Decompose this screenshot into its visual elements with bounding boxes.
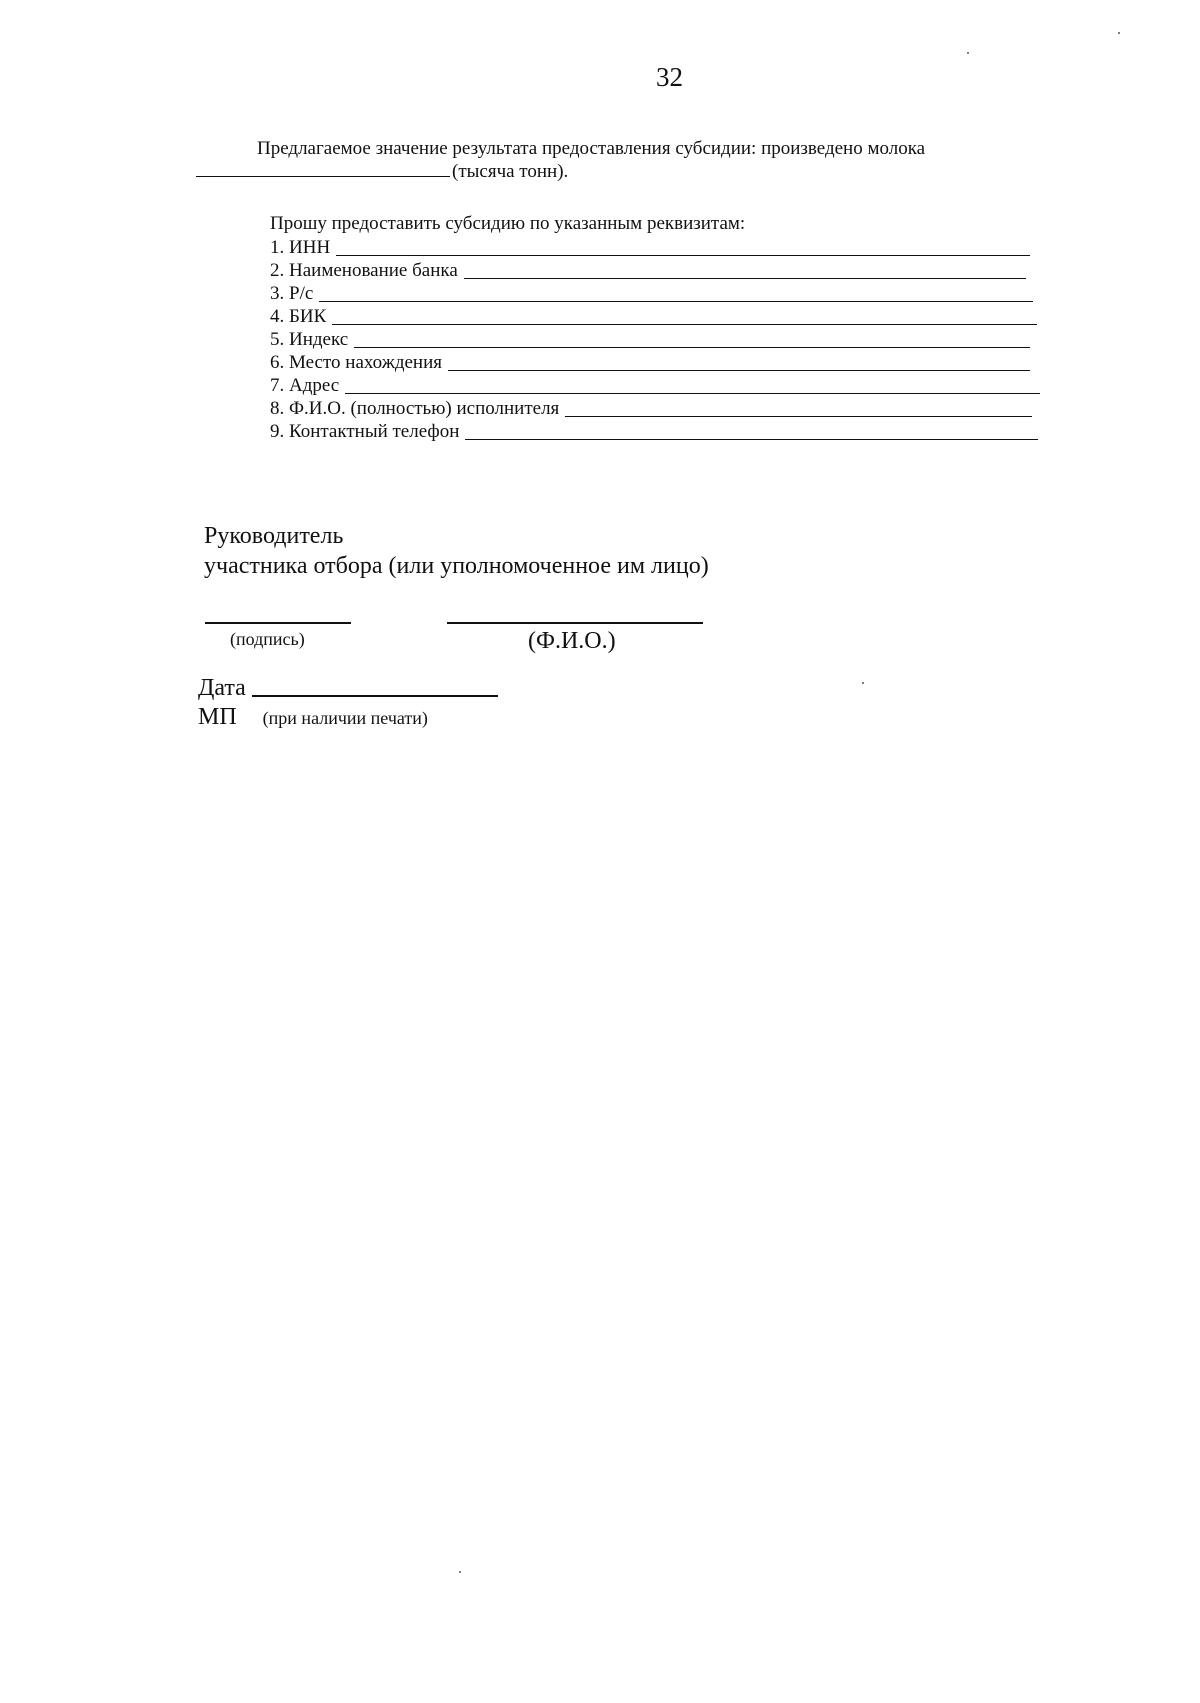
field-blank[interactable] — [345, 393, 1040, 394]
field-label: 4. БИК — [270, 306, 327, 327]
result-statement: Предлагаемое значение результата предоставления субсидии: произведено молока — [257, 138, 926, 159]
field-account — [270, 282, 1033, 305]
field-label: 8. Ф.И.О. (полностью) исполнителя — [270, 398, 560, 419]
signature-line[interactable] — [205, 622, 351, 624]
scan-speck — [967, 52, 969, 54]
signatory-title: Руководитель — [204, 523, 344, 549]
date-row — [198, 675, 498, 702]
field-label: 5. Индекс — [270, 329, 349, 350]
field-label: 7. Адрес — [270, 375, 340, 396]
field-postal-index — [270, 328, 1030, 351]
stamp-note: (при наличии печати) — [262, 708, 428, 728]
scan-speck — [459, 1571, 461, 1573]
field-location — [270, 351, 1030, 374]
page-number: 32 — [656, 62, 683, 92]
field-blank[interactable] — [465, 439, 1038, 440]
field-bank-name — [270, 259, 1026, 282]
field-blank[interactable] — [464, 278, 1026, 279]
field-executor-name — [270, 397, 1032, 420]
field-label: 1. ИНН — [270, 237, 331, 258]
field-blank[interactable] — [336, 255, 1030, 256]
field-blank[interactable] — [448, 370, 1030, 371]
field-blank[interactable] — [319, 301, 1033, 302]
result-value-blank[interactable] — [196, 159, 450, 177]
stamp-label: МП — [198, 704, 237, 730]
field-inn — [270, 236, 1030, 259]
signature-caption: (подпись) — [230, 629, 305, 649]
scan-speck — [862, 682, 864, 684]
field-label: 2. Наименование банка — [270, 260, 458, 281]
field-bik — [270, 305, 1037, 328]
field-label: 9. Контактный телефон — [270, 421, 460, 442]
stamp-row — [198, 704, 428, 731]
field-label: 3. Р/с — [270, 283, 314, 304]
name-line[interactable] — [447, 622, 703, 624]
name-caption: (Ф.И.О.) — [528, 628, 616, 654]
scan-speck — [1118, 32, 1120, 34]
result-unit: (тысяча тонн). — [452, 161, 569, 182]
date-label: Дата — [198, 675, 246, 701]
result-value-line — [196, 159, 568, 183]
requisites-intro: Прошу предоставить субсидию по указанным реквизитам: — [270, 213, 746, 234]
field-phone — [270, 420, 1038, 443]
signatory-subtitle: участника отбора (или уполномоченное им лицо) — [204, 553, 709, 579]
field-label: 6. Место нахождения — [270, 352, 442, 373]
field-blank[interactable] — [565, 416, 1032, 417]
field-address — [270, 374, 1040, 397]
field-blank[interactable] — [332, 324, 1037, 325]
field-blank[interactable] — [354, 347, 1030, 348]
date-blank[interactable] — [252, 694, 498, 697]
